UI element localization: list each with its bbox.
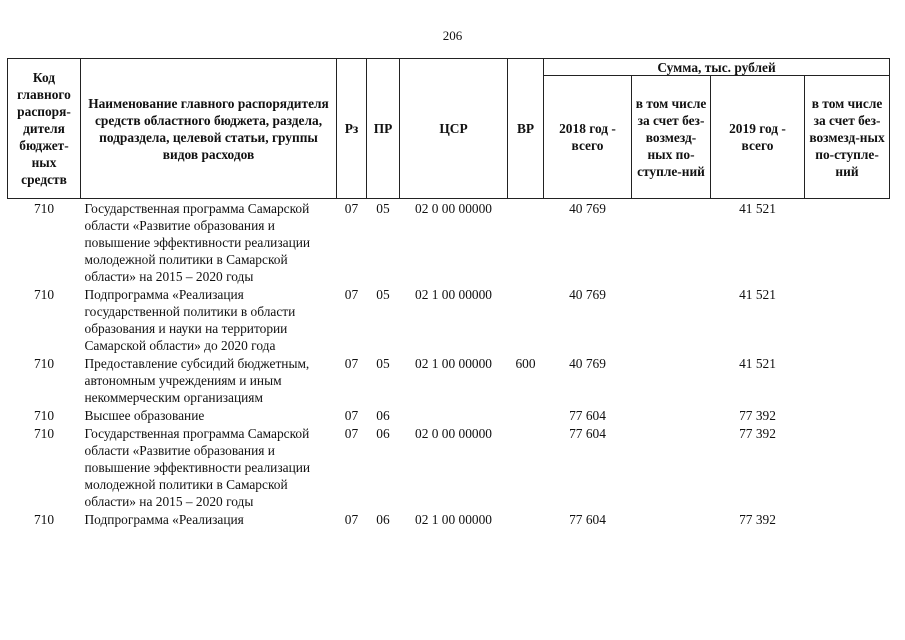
cell-name: Государственная программа Самарской области «Развитие образования и повышение эффективности реализации молодежной политики в Самарской области» на 2015 – 2020 годы (84, 426, 311, 509)
cell-2019-free (805, 285, 890, 354)
header-2018-free: в том числе за счет без-возмезд-ных по-ступле-ний (632, 76, 711, 199)
table-row (8, 285, 890, 354)
budget-table (7, 58, 890, 528)
cell-2018-total: 40 769 (569, 356, 606, 371)
cell-2019-total: 41 521 (739, 356, 776, 371)
table-row (8, 199, 890, 286)
cell-vr (508, 510, 544, 528)
cell-rz: 07 (344, 512, 359, 527)
cell-2018-total: 77 604 (569, 426, 606, 441)
table-body (8, 199, 890, 529)
cell-rz: 07 (344, 201, 359, 216)
cell-name: Подпрограмма «Реализация государственной политики в области образования и науки на территории Самарской области» до 2020 года (84, 287, 296, 353)
cell-2019-total: 41 521 (739, 287, 776, 302)
cell-2019-free (805, 406, 890, 424)
cell-code: 710 (33, 512, 55, 527)
header-vr: ВР (508, 59, 544, 199)
page-number: 206 (442, 28, 463, 43)
table-header (8, 59, 890, 199)
table-row (8, 406, 890, 424)
cell-2019-total: 41 521 (739, 201, 776, 216)
header-2019-free: в том числе за счет без-возмезд-ных по-ступле-ний (805, 76, 890, 199)
cell-code: 710 (33, 426, 55, 441)
cell-pr: 06 (376, 426, 390, 441)
cell-name: Государственная программа Самарской области «Развитие образования и повышение эффективности реализации молодежной политики в Самарской области» на 2015 – 2020 годы (84, 201, 311, 284)
cell-2019-free (805, 510, 890, 528)
cell-name: Предоставление субсидий бюджетным, автономным учреждениям и иным некоммерческим организациям (84, 356, 310, 405)
cell-2018-total: 77 604 (569, 408, 606, 423)
cell-pr: 06 (376, 512, 390, 527)
cell-csr: 02 1 00 00000 (415, 512, 492, 527)
cell-csr: 02 0 00 00000 (415, 201, 492, 216)
cell-code: 710 (33, 408, 55, 423)
cell-name: Подпрограмма «Реализация (84, 512, 244, 527)
cell-csr: 02 1 00 00000 (415, 287, 492, 302)
cell-2019-total: 77 392 (739, 512, 776, 527)
table-row (8, 424, 890, 510)
cell-pr: 05 (376, 287, 390, 302)
cell-2019-free (805, 354, 890, 406)
cell-csr: 02 1 00 00000 (415, 356, 492, 371)
cell-rz: 07 (344, 408, 359, 423)
header-code: Код главного распоря-дителя бюджет-ных средств (8, 59, 81, 199)
cell-2018-free (632, 424, 711, 510)
cell-pr: 05 (376, 201, 390, 216)
cell-vr (508, 424, 544, 510)
cell-2018-free (632, 199, 711, 286)
cell-2018-free (632, 354, 711, 406)
cell-name: Высшее образование (84, 408, 205, 423)
header-2019-total: 2019 год - всего (711, 76, 805, 199)
header-rz: Рз (337, 59, 367, 199)
cell-2018-free (632, 285, 711, 354)
cell-code: 710 (33, 287, 55, 302)
cell-2018-total: 40 769 (569, 201, 606, 216)
cell-pr: 05 (376, 356, 390, 371)
cell-vr (508, 199, 544, 286)
header-sum-group: Сумма, тыс. рублей (544, 59, 890, 76)
header-name: Наименование главного распорядителя средств областного бюджета, раздела, подраздела, целевой статьи, группы видов расходов (81, 59, 337, 199)
cell-csr (400, 406, 508, 424)
header-csr: ЦСР (400, 59, 508, 199)
cell-pr: 06 (376, 408, 390, 423)
cell-vr (508, 285, 544, 354)
cell-2018-total: 77 604 (569, 512, 606, 527)
header-pr: ПР (367, 59, 400, 199)
cell-2019-free (805, 199, 890, 286)
table-row (8, 510, 890, 528)
cell-rz: 07 (344, 426, 359, 441)
cell-2019-total: 77 392 (739, 408, 776, 423)
cell-2019-free (805, 424, 890, 510)
header-2018-total: 2018 год - всего (544, 76, 632, 199)
cell-2019-total: 77 392 (739, 426, 776, 441)
cell-2018-free (632, 406, 711, 424)
table-row (8, 354, 890, 406)
cell-2018-total: 40 769 (569, 287, 606, 302)
cell-vr: 600 (515, 356, 536, 371)
cell-csr: 02 0 00 00000 (415, 426, 492, 441)
cell-code: 710 (33, 356, 55, 371)
cell-2018-free (632, 510, 711, 528)
cell-vr (508, 406, 544, 424)
cell-rz: 07 (344, 356, 359, 371)
cell-rz: 07 (344, 287, 359, 302)
cell-code: 710 (33, 201, 55, 216)
